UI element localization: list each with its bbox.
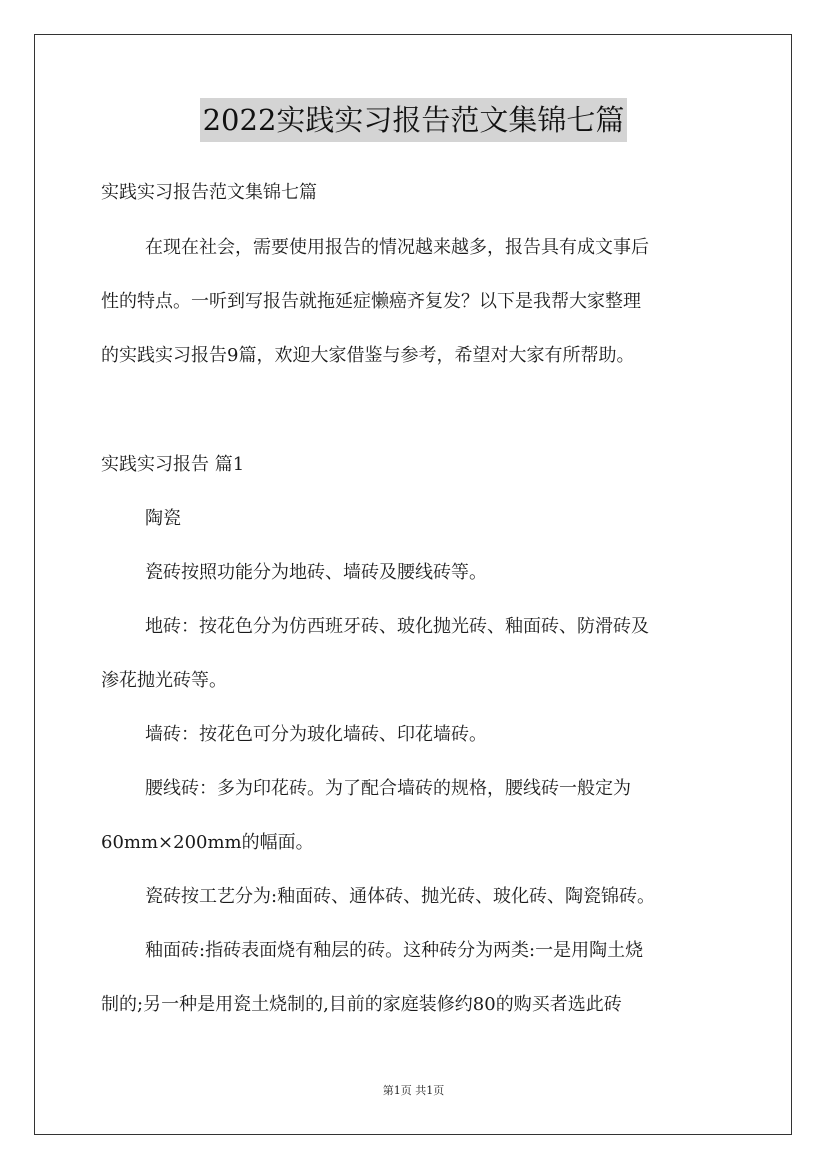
- body-line-9: 釉面砖:指砖表面烧有釉层的砖。这种砖分为两类:一是用陶土烧: [145, 940, 644, 961]
- document-title: 2022实践实习报告范文集锦七篇: [200, 98, 628, 142]
- body-line-6: 腰线砖：多为印花砖。为了配合墙砖的规格，腰线砖一般定为: [145, 778, 631, 799]
- body-line-1: 陶瓷: [145, 508, 181, 529]
- body-line-10: 制的;另一种是用瓷土烧制的,目前的家庭装修约80的购买者选此砖: [101, 994, 622, 1015]
- body-line-3: 地砖：按花色分为仿西班牙砖、玻化抛光砖、釉面砖、防滑砖及: [145, 616, 649, 637]
- section-heading: 实践实习报告 篇1: [101, 454, 245, 475]
- body-line-5: 墙砖：按花色可分为玻化墙砖、印花墙砖。: [145, 724, 487, 745]
- document-subtitle: 实践实习报告范文集锦七篇: [101, 182, 317, 203]
- title-container: [0, 98, 827, 142]
- intro-line-1: 在现在社会，需要使用报告的情况越来越多，报告具有成文事后: [145, 237, 649, 258]
- intro-line-3: 的实践实习报告9篇，欢迎大家借鉴与参考，希望对大家有所帮助。: [101, 345, 635, 366]
- intro-line-2: 性的特点。一听到写报告就拖延症懒癌齐复发？以下是我帮大家整理: [101, 291, 641, 312]
- page-footer: 第1页 共1页: [382, 1084, 445, 1097]
- body-line-4: 渗花抛光砖等。: [101, 670, 227, 691]
- body-line-2: 瓷砖按照功能分为地砖、墙砖及腰线砖等。: [145, 562, 487, 583]
- body-line-7: 60mm×200mm的幅面。: [101, 832, 314, 853]
- body-line-8: 瓷砖按工艺分为:釉面砖、通体砖、抛光砖、玻化砖、陶瓷锦砖。: [145, 886, 656, 907]
